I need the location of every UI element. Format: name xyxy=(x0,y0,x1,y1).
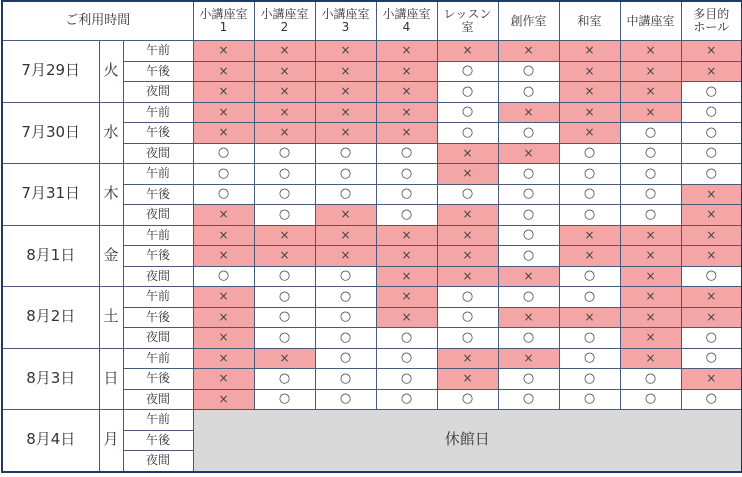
unavailable-cell: × xyxy=(437,41,498,62)
available-cell: ○ xyxy=(681,123,742,144)
unavailable-cell: × xyxy=(681,184,742,205)
room-header-6: 創作室 xyxy=(498,1,559,41)
table-row xyxy=(2,410,742,431)
available-cell: ○ xyxy=(376,328,437,349)
available-cell: ○ xyxy=(315,389,376,410)
available-cell: ○ xyxy=(254,287,315,308)
available-cell: ○ xyxy=(498,205,559,226)
unavailable-cell: × xyxy=(376,266,437,287)
unavailable-cell: × xyxy=(620,82,681,103)
time-slot-cell: 午前 xyxy=(123,164,193,185)
unavailable-cell: × xyxy=(193,82,254,103)
unavailable-cell: × xyxy=(254,348,315,369)
available-cell: ○ xyxy=(681,348,742,369)
unavailable-cell: × xyxy=(315,102,376,123)
available-cell: ○ xyxy=(498,225,559,246)
unavailable-cell: × xyxy=(376,287,437,308)
room-availability-table xyxy=(1,0,742,473)
unavailable-cell: × xyxy=(254,102,315,123)
time-slot-cell: 夜間 xyxy=(123,143,193,164)
unavailable-cell: × xyxy=(681,61,742,82)
unavailable-cell: × xyxy=(559,123,620,144)
unavailable-cell: × xyxy=(437,348,498,369)
weekday-cell: 月 xyxy=(99,410,123,472)
available-cell: ○ xyxy=(620,205,681,226)
available-cell: ○ xyxy=(681,164,742,185)
weekday-cell: 木 xyxy=(99,164,123,226)
available-cell: ○ xyxy=(193,184,254,205)
available-cell: ○ xyxy=(681,143,742,164)
available-cell: ○ xyxy=(315,184,376,205)
available-cell: ○ xyxy=(376,389,437,410)
unavailable-cell: × xyxy=(559,246,620,267)
unavailable-cell: × xyxy=(193,205,254,226)
available-cell: ○ xyxy=(376,184,437,205)
unavailable-cell: × xyxy=(315,225,376,246)
unavailable-cell: × xyxy=(681,225,742,246)
available-cell: ○ xyxy=(559,266,620,287)
unavailable-cell: × xyxy=(437,266,498,287)
unavailable-cell: × xyxy=(193,328,254,349)
available-cell: ○ xyxy=(559,184,620,205)
available-cell: ○ xyxy=(254,184,315,205)
available-cell: ○ xyxy=(437,328,498,349)
unavailable-cell: × xyxy=(681,307,742,328)
unavailable-cell: × xyxy=(193,102,254,123)
time-slot-cell: 夜間 xyxy=(123,389,193,410)
available-cell: ○ xyxy=(254,389,315,410)
time-slot-cell: 午前 xyxy=(123,410,193,431)
unavailable-cell: × xyxy=(376,82,437,103)
available-cell: ○ xyxy=(559,369,620,390)
unavailable-cell: × xyxy=(193,369,254,390)
available-cell: ○ xyxy=(315,143,376,164)
time-slot-cell: 午前 xyxy=(123,225,193,246)
unavailable-cell: × xyxy=(559,82,620,103)
time-slot-cell: 午後 xyxy=(123,246,193,267)
room-header-9: 多目的 ホール xyxy=(681,1,742,41)
unavailable-cell: × xyxy=(681,287,742,308)
available-cell: ○ xyxy=(498,389,559,410)
unavailable-cell: × xyxy=(376,123,437,144)
date-cell: 8月3日 xyxy=(2,348,99,410)
time-slot-cell: 夜間 xyxy=(123,328,193,349)
unavailable-cell: × xyxy=(315,61,376,82)
available-cell: ○ xyxy=(315,287,376,308)
unavailable-cell: × xyxy=(559,61,620,82)
available-cell: ○ xyxy=(498,328,559,349)
available-cell: ○ xyxy=(437,287,498,308)
table-row xyxy=(2,348,742,369)
unavailable-cell: × xyxy=(376,246,437,267)
weekday-cell: 水 xyxy=(99,102,123,164)
available-cell: ○ xyxy=(498,164,559,185)
time-column-header: ご利用時間 xyxy=(2,1,193,41)
unavailable-cell: × xyxy=(620,287,681,308)
weekday-cell: 土 xyxy=(99,287,123,349)
unavailable-cell: × xyxy=(315,246,376,267)
unavailable-cell: × xyxy=(559,41,620,62)
available-cell: ○ xyxy=(315,164,376,185)
table-row xyxy=(2,102,742,123)
available-cell: ○ xyxy=(254,369,315,390)
weekday-cell: 日 xyxy=(99,348,123,410)
unavailable-cell: × xyxy=(498,266,559,287)
date-cell: 8月1日 xyxy=(2,225,99,287)
table-row xyxy=(2,164,742,185)
unavailable-cell: × xyxy=(437,369,498,390)
unavailable-cell: × xyxy=(498,307,559,328)
unavailable-cell: × xyxy=(437,205,498,226)
table-row xyxy=(2,287,742,308)
date-cell: 7月30日 xyxy=(2,102,99,164)
unavailable-cell: × xyxy=(376,225,437,246)
available-cell: ○ xyxy=(376,369,437,390)
unavailable-cell: × xyxy=(193,389,254,410)
available-cell: ○ xyxy=(193,143,254,164)
time-slot-cell: 午後 xyxy=(123,61,193,82)
unavailable-cell: × xyxy=(376,307,437,328)
available-cell: ○ xyxy=(437,61,498,82)
time-slot-cell: 午後 xyxy=(123,307,193,328)
unavailable-cell: × xyxy=(620,307,681,328)
weekday-cell: 金 xyxy=(99,225,123,287)
unavailable-cell: × xyxy=(498,348,559,369)
available-cell: ○ xyxy=(620,389,681,410)
available-cell: ○ xyxy=(376,164,437,185)
available-cell: ○ xyxy=(620,184,681,205)
unavailable-cell: × xyxy=(498,143,559,164)
available-cell: ○ xyxy=(559,143,620,164)
available-cell: ○ xyxy=(254,205,315,226)
available-cell: ○ xyxy=(498,82,559,103)
unavailable-cell: × xyxy=(254,41,315,62)
available-cell: ○ xyxy=(559,389,620,410)
unavailable-cell: × xyxy=(193,348,254,369)
unavailable-cell: × xyxy=(193,287,254,308)
available-cell: ○ xyxy=(376,348,437,369)
room-header-1: 小講座室 1 xyxy=(193,1,254,41)
weekday-cell: 火 xyxy=(99,41,123,103)
unavailable-cell: × xyxy=(376,61,437,82)
time-slot-cell: 午後 xyxy=(123,184,193,205)
unavailable-cell: × xyxy=(193,246,254,267)
table-row xyxy=(2,41,742,62)
available-cell: ○ xyxy=(437,389,498,410)
unavailable-cell: × xyxy=(193,61,254,82)
unavailable-cell: × xyxy=(193,307,254,328)
time-slot-cell: 午後 xyxy=(123,369,193,390)
unavailable-cell: × xyxy=(437,225,498,246)
closed-day-cell: 休館日 xyxy=(193,410,742,472)
unavailable-cell: × xyxy=(620,102,681,123)
unavailable-cell: × xyxy=(681,246,742,267)
unavailable-cell: × xyxy=(559,225,620,246)
available-cell: ○ xyxy=(498,369,559,390)
available-cell: ○ xyxy=(681,389,742,410)
table-body xyxy=(2,41,742,472)
time-slot-cell: 夜間 xyxy=(123,82,193,103)
unavailable-cell: × xyxy=(315,123,376,144)
available-cell: ○ xyxy=(376,205,437,226)
unavailable-cell: × xyxy=(315,205,376,226)
available-cell: ○ xyxy=(681,102,742,123)
available-cell: ○ xyxy=(315,348,376,369)
room-header-2: 小講座室 2 xyxy=(254,1,315,41)
room-header-5: レッスン 室 xyxy=(437,1,498,41)
available-cell: ○ xyxy=(681,82,742,103)
available-cell: ○ xyxy=(254,307,315,328)
unavailable-cell: × xyxy=(254,225,315,246)
available-cell: ○ xyxy=(620,369,681,390)
unavailable-cell: × xyxy=(498,102,559,123)
available-cell: ○ xyxy=(437,184,498,205)
unavailable-cell: × xyxy=(254,246,315,267)
unavailable-cell: × xyxy=(620,348,681,369)
available-cell: ○ xyxy=(681,328,742,349)
unavailable-cell: × xyxy=(559,102,620,123)
room-header-3: 小講座室 3 xyxy=(315,1,376,41)
available-cell: ○ xyxy=(437,82,498,103)
available-cell: ○ xyxy=(559,164,620,185)
available-cell: ○ xyxy=(559,205,620,226)
unavailable-cell: × xyxy=(437,246,498,267)
time-slot-cell: 午前 xyxy=(123,102,193,123)
time-slot-cell: 夜間 xyxy=(123,451,193,472)
available-cell: ○ xyxy=(193,164,254,185)
available-cell: ○ xyxy=(498,61,559,82)
unavailable-cell: × xyxy=(620,61,681,82)
date-cell: 7月29日 xyxy=(2,41,99,103)
unavailable-cell: × xyxy=(681,41,742,62)
date-cell: 8月2日 xyxy=(2,287,99,349)
time-slot-cell: 午前 xyxy=(123,348,193,369)
time-slot-cell: 午後 xyxy=(123,430,193,451)
time-slot-cell: 午後 xyxy=(123,123,193,144)
available-cell: ○ xyxy=(559,328,620,349)
unavailable-cell: × xyxy=(620,41,681,62)
unavailable-cell: × xyxy=(620,225,681,246)
unavailable-cell: × xyxy=(315,41,376,62)
available-cell: ○ xyxy=(437,102,498,123)
time-slot-cell: 夜間 xyxy=(123,266,193,287)
available-cell: ○ xyxy=(193,266,254,287)
time-slot-cell: 午前 xyxy=(123,41,193,62)
available-cell: ○ xyxy=(315,369,376,390)
unavailable-cell: × xyxy=(193,123,254,144)
available-cell: ○ xyxy=(437,307,498,328)
available-cell: ○ xyxy=(498,184,559,205)
unavailable-cell: × xyxy=(620,266,681,287)
unavailable-cell: × xyxy=(681,369,742,390)
unavailable-cell: × xyxy=(193,225,254,246)
time-slot-cell: 夜間 xyxy=(123,205,193,226)
available-cell: ○ xyxy=(620,143,681,164)
unavailable-cell: × xyxy=(620,246,681,267)
available-cell: ○ xyxy=(254,143,315,164)
available-cell: ○ xyxy=(498,123,559,144)
time-slot-cell: 午前 xyxy=(123,287,193,308)
unavailable-cell: × xyxy=(376,41,437,62)
available-cell: ○ xyxy=(498,246,559,267)
available-cell: ○ xyxy=(559,287,620,308)
room-header-4: 小講座室 4 xyxy=(376,1,437,41)
table-row xyxy=(2,225,742,246)
unavailable-cell: × xyxy=(559,307,620,328)
unavailable-cell: × xyxy=(620,328,681,349)
available-cell: ○ xyxy=(254,328,315,349)
date-cell: 8月4日 xyxy=(2,410,99,472)
unavailable-cell: × xyxy=(254,61,315,82)
available-cell: ○ xyxy=(620,123,681,144)
available-cell: ○ xyxy=(437,123,498,144)
available-cell: ○ xyxy=(559,348,620,369)
unavailable-cell: × xyxy=(681,205,742,226)
unavailable-cell: × xyxy=(437,164,498,185)
unavailable-cell: × xyxy=(254,82,315,103)
available-cell: ○ xyxy=(315,266,376,287)
unavailable-cell: × xyxy=(193,41,254,62)
available-cell: ○ xyxy=(254,266,315,287)
unavailable-cell: × xyxy=(376,102,437,123)
unavailable-cell: × xyxy=(498,41,559,62)
unavailable-cell: × xyxy=(254,123,315,144)
table-header xyxy=(2,1,742,41)
available-cell: ○ xyxy=(376,143,437,164)
room-header-8: 中講座室 xyxy=(620,1,681,41)
available-cell: ○ xyxy=(498,287,559,308)
available-cell: ○ xyxy=(315,328,376,349)
available-cell: ○ xyxy=(254,164,315,185)
date-cell: 7月31日 xyxy=(2,164,99,226)
available-cell: ○ xyxy=(681,266,742,287)
room-header-7: 和室 xyxy=(559,1,620,41)
available-cell: ○ xyxy=(620,164,681,185)
unavailable-cell: × xyxy=(315,82,376,103)
unavailable-cell: × xyxy=(437,143,498,164)
available-cell: ○ xyxy=(315,307,376,328)
